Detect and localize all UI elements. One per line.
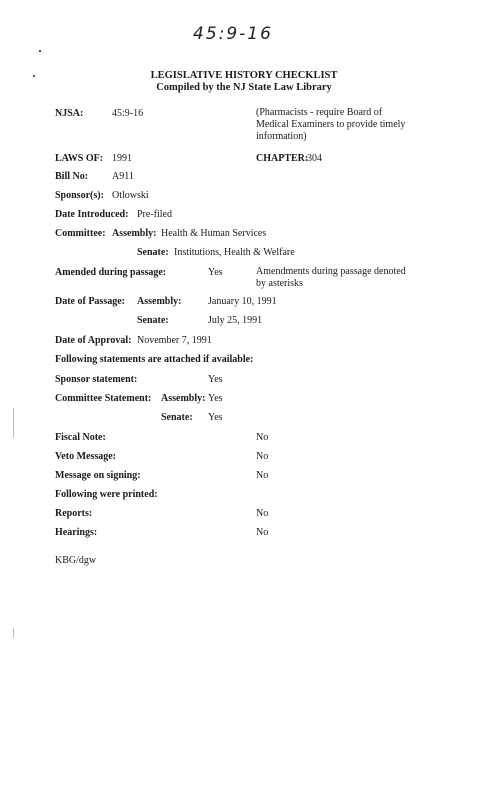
committee-assembly-label: Assembly: xyxy=(112,228,157,239)
sponsor-statement-label: Sponsor statement: xyxy=(55,374,138,385)
committee-assembly-value: Health & Human Services xyxy=(161,228,267,239)
fiscal-note-value: No xyxy=(256,432,269,443)
message-signing-label: Message on signing: xyxy=(55,470,141,481)
committee-statement-label: Committee Statement: xyxy=(55,393,152,404)
laws-of-value: 1991 xyxy=(112,153,132,164)
reports-label: Reports: xyxy=(55,508,93,519)
sponsor-value: Otlowski xyxy=(112,190,149,201)
sponsor-label: Sponsor(s): xyxy=(55,190,104,201)
chapter-label: CHAPTER: xyxy=(256,153,309,164)
fiscal-note-label: Fiscal Note: xyxy=(55,432,106,443)
committee-statement-senate-value: Yes xyxy=(208,412,223,423)
bill-no-value: A911 xyxy=(112,171,134,182)
typist-initials: KBG/dgw xyxy=(55,555,97,566)
amended-note: Amendments during passage denoted by asterisks xyxy=(256,266,406,289)
document-title: LEGISLATIVE HISTORY CHECKLIST xyxy=(150,70,338,81)
hearings-value: No xyxy=(256,527,269,538)
veto-message-label: Veto Message: xyxy=(55,451,117,462)
njsa-value: 45:9-16 xyxy=(112,108,144,119)
passage-senate-label: Senate: xyxy=(137,315,169,326)
veto-message-value: No xyxy=(256,451,269,462)
amended-value: Yes xyxy=(208,267,223,278)
statements-heading: Following statements are attached if available: xyxy=(55,354,254,365)
document-subtitle: Compiled by the NJ State Law Library xyxy=(156,82,332,93)
scan-mark xyxy=(13,628,14,638)
committee-senate-value: Institutions, Health & Welfare xyxy=(174,247,295,258)
njsa-note: (Pharmacists - require Board of Medical Examiners to provide timely information) xyxy=(256,107,406,142)
committee-senate-label: Senate: xyxy=(137,247,169,258)
approval-value: November 7, 1991 xyxy=(137,335,212,346)
passage-label: Date of Passage: xyxy=(55,296,125,307)
committee-statement-assembly-value: Yes xyxy=(208,393,223,404)
date-introduced-label: Date Introduced: xyxy=(55,209,129,220)
scan-mark xyxy=(13,408,14,438)
passage-assembly-value: January 10, 1991 xyxy=(208,296,277,307)
approval-label: Date of Approval: xyxy=(55,335,132,346)
laws-of-label: LAWS OF: xyxy=(55,153,104,164)
printed-heading: Following were printed: xyxy=(55,489,158,500)
passage-assembly-label: Assembly: xyxy=(137,296,182,307)
hearings-label: Hearings: xyxy=(55,527,98,538)
handwritten-reference: 45:9-16 xyxy=(193,24,273,44)
sponsor-statement-value: Yes xyxy=(208,374,223,385)
committee-label: Committee: xyxy=(55,228,106,239)
njsa-label: NJSA: xyxy=(55,108,84,119)
amended-label: Amended during passage: xyxy=(55,267,167,278)
reports-value: No xyxy=(256,508,269,519)
bill-no-label: Bill No: xyxy=(55,171,89,182)
scan-speck xyxy=(39,50,41,52)
date-introduced-value: Pre-filed xyxy=(137,209,172,220)
committee-statement-assembly-label: Assembly: xyxy=(161,393,206,404)
committee-statement-senate-label: Senate: xyxy=(161,412,193,423)
passage-senate-value: July 25, 1991 xyxy=(208,315,263,326)
chapter-value: 304 xyxy=(307,153,322,164)
message-signing-value: No xyxy=(256,470,269,481)
